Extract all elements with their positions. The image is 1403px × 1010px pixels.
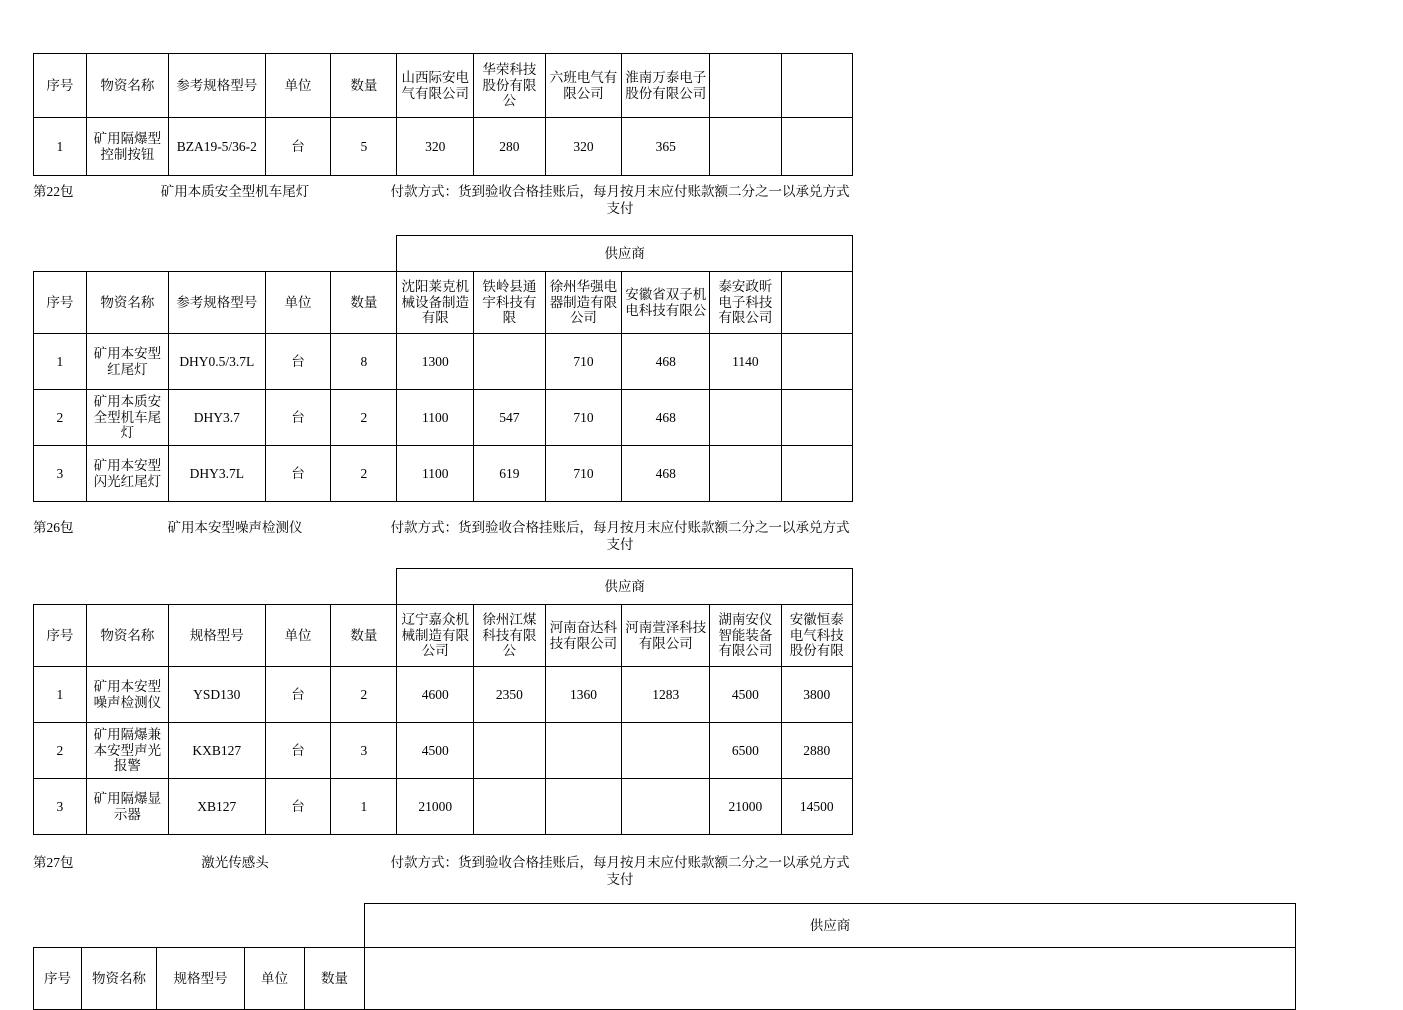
cell-name: 矿用本安型噪声检测仪	[86, 667, 168, 723]
cell-model: BZA19-5/36-2	[169, 118, 266, 176]
package-name: 矿用本安型噪声检测仪	[167, 520, 303, 535]
cell-seq: 1	[34, 118, 87, 176]
cell-name: 矿用本质安全型机车尾灯	[86, 390, 168, 446]
cell-price: 1360	[545, 667, 622, 723]
header-seq: 序号	[34, 948, 82, 1010]
cell-seq: 2	[34, 723, 87, 779]
cell-price	[781, 118, 852, 176]
cell-unit: 台	[265, 723, 331, 779]
supplier-name: 安徽省双子机电科技有限公	[622, 272, 710, 334]
supplier-name: 淮南万泰电子股份有限公司	[622, 54, 710, 118]
cell-price: 4500	[397, 723, 474, 779]
cell-model: YSD130	[169, 667, 266, 723]
supplier-name	[781, 54, 852, 118]
cell-unit: 台	[265, 779, 331, 835]
payment-terms: 付款方式：货到验收合格挂账后，每月按月末应付账款额二分之一以承兑方式支付	[390, 520, 850, 552]
supplier-name: 沈阳莱克机械设备制造有限	[397, 272, 474, 334]
header-seq: 序号	[34, 272, 87, 334]
cell-model: XB127	[169, 779, 266, 835]
package-number: 第26包	[33, 520, 74, 535]
cell-price: 2880	[781, 723, 852, 779]
supplier-band-label: 供应商	[397, 569, 853, 605]
cell-qty: 1	[331, 779, 397, 835]
cell-unit: 台	[265, 667, 331, 723]
table-row	[34, 446, 853, 502]
cell-seq: 1	[34, 334, 87, 390]
cell-price: 21000	[397, 779, 474, 835]
cell-price: 4500	[710, 667, 781, 723]
cell-price	[710, 390, 781, 446]
supplier-name: 辽宁嘉众机械制造有限公司	[397, 605, 474, 667]
cell-qty: 2	[331, 667, 397, 723]
table-package-22	[33, 235, 853, 502]
cell-price: 468	[622, 446, 710, 502]
section-header-27	[33, 855, 863, 889]
header-unit: 单位	[265, 605, 331, 667]
cell-price	[474, 334, 545, 390]
cell-unit: 台	[265, 118, 331, 176]
header-model: 规格型号	[157, 948, 245, 1010]
table-package-27	[33, 903, 1296, 1010]
cell-price: 710	[545, 334, 622, 390]
cell-price	[710, 446, 781, 502]
supplier-name: 铁岭县通宇科技有限	[474, 272, 545, 334]
package-name: 激光传感头	[201, 855, 269, 870]
cell-model: DHY0.5/3.7L	[169, 334, 266, 390]
payment-terms: 付款方式：货到验收合格挂账后，每月按月末应付账款额二分之一以承兑方式支付	[390, 184, 850, 216]
cell-seq: 3	[34, 446, 87, 502]
supplier-name: 华荣科技股份有限公	[474, 54, 545, 118]
header-model: 规格型号	[169, 605, 266, 667]
cell-price: 4600	[397, 667, 474, 723]
cell-name: 矿用隔爆兼本安型声光报警	[86, 723, 168, 779]
supplier-band-label: 供应商	[365, 904, 1296, 948]
table-header-row	[34, 54, 853, 118]
cell-price: 14500	[781, 779, 852, 835]
cell-price: 280	[474, 118, 545, 176]
cell-price: 468	[622, 390, 710, 446]
package-name: 矿用本质安全型机车尾灯	[160, 184, 310, 199]
supplier-name: 六班电气有限公司	[545, 54, 622, 118]
cell-price: 6500	[710, 723, 781, 779]
cell-price: 547	[474, 390, 545, 446]
supplier-name: 山西际安电气有限公司	[397, 54, 474, 118]
header-name: 物资名称	[86, 605, 168, 667]
cell-price: 1100	[397, 390, 474, 446]
header-model: 参考规格型号	[169, 272, 266, 334]
header-name: 物资名称	[86, 272, 168, 334]
supplier-band-row	[34, 569, 853, 605]
cell-price	[545, 723, 622, 779]
supplier-band-row	[34, 904, 1296, 948]
package-number: 第27包	[33, 855, 74, 870]
table-row	[34, 334, 853, 390]
header-qty: 数量	[331, 272, 397, 334]
table-header-row	[34, 272, 853, 334]
table-row	[34, 390, 853, 446]
supplier-band-label: 供应商	[397, 236, 853, 272]
cell-price: 320	[397, 118, 474, 176]
table-row	[34, 667, 853, 723]
table-header-row	[34, 605, 853, 667]
cell-qty: 5	[331, 118, 397, 176]
table-row	[34, 118, 853, 176]
header-unit: 单位	[265, 272, 331, 334]
cell-unit: 台	[265, 390, 331, 446]
supplier-name: 徐州江煤科技有限公	[474, 605, 545, 667]
header-unit: 单位	[245, 948, 305, 1010]
cell-price: 21000	[710, 779, 781, 835]
payment-terms: 付款方式：货到验收合格挂账后，每月按月末应付账款额二分之一以承兑方式支付	[390, 855, 850, 887]
cell-price: 3800	[781, 667, 852, 723]
cell-price: 710	[545, 390, 622, 446]
cell-price: 619	[474, 446, 545, 502]
section-header-22	[33, 184, 863, 218]
supplier-name	[781, 272, 852, 334]
table-header-row	[34, 948, 1296, 1010]
cell-price: 1283	[622, 667, 710, 723]
supplier-name: 泰安政昕电子科技有限公司	[710, 272, 781, 334]
cell-price: 1300	[397, 334, 474, 390]
cell-model: DHY3.7L	[169, 446, 266, 502]
cell-qty: 2	[331, 446, 397, 502]
supplier-name	[710, 54, 781, 118]
cell-model: KXB127	[169, 723, 266, 779]
header-seq: 序号	[34, 54, 87, 118]
header-name: 物资名称	[86, 54, 168, 118]
header-qty: 数量	[331, 605, 397, 667]
cell-name: 矿用本安型闪光红尾灯	[86, 446, 168, 502]
cell-price	[781, 446, 852, 502]
cell-price	[781, 334, 852, 390]
table-package-top	[33, 53, 853, 176]
cell-price	[474, 723, 545, 779]
cell-seq: 2	[34, 390, 87, 446]
cell-name: 矿用本安型红尾灯	[86, 334, 168, 390]
supplier-name: 河南萱泽科技有限公司	[622, 605, 710, 667]
cell-price	[545, 779, 622, 835]
cell-name: 矿用隔爆显示器	[86, 779, 168, 835]
table-row	[34, 779, 853, 835]
package-number: 第22包	[33, 184, 74, 199]
cell-price: 1140	[710, 334, 781, 390]
cell-seq: 1	[34, 667, 87, 723]
table-package-26	[33, 568, 853, 835]
cell-price: 1100	[397, 446, 474, 502]
supplier-band-row	[34, 236, 853, 272]
cell-price	[622, 779, 710, 835]
cell-price: 320	[545, 118, 622, 176]
cell-qty: 2	[331, 390, 397, 446]
header-name: 物资名称	[82, 948, 157, 1010]
cell-price: 710	[545, 446, 622, 502]
cell-price: 2350	[474, 667, 545, 723]
cell-qty: 8	[331, 334, 397, 390]
cell-seq: 3	[34, 779, 87, 835]
cell-unit: 台	[265, 334, 331, 390]
cell-unit: 台	[265, 446, 331, 502]
cell-price	[622, 723, 710, 779]
section-header-26	[33, 520, 863, 554]
cell-price	[710, 118, 781, 176]
header-unit: 单位	[265, 54, 331, 118]
supplier-name: 安徽恒泰电气科技股份有限	[781, 605, 852, 667]
supplier-cells-placeholder	[365, 948, 1296, 1010]
cell-model: DHY3.7	[169, 390, 266, 446]
cell-qty: 3	[331, 723, 397, 779]
supplier-name: 湖南安仪智能装备有限公司	[710, 605, 781, 667]
header-model: 参考规格型号	[169, 54, 266, 118]
cell-name: 矿用隔爆型控制按钮	[86, 118, 168, 176]
cell-price	[781, 390, 852, 446]
header-qty: 数量	[331, 54, 397, 118]
cell-price: 365	[622, 118, 710, 176]
header-seq: 序号	[34, 605, 87, 667]
header-qty: 数量	[305, 948, 365, 1010]
supplier-name: 河南奋达科技有限公司	[545, 605, 622, 667]
supplier-name: 徐州华强电器制造有限公司	[545, 272, 622, 334]
cell-price: 468	[622, 334, 710, 390]
table-row	[34, 723, 853, 779]
cell-price	[474, 779, 545, 835]
